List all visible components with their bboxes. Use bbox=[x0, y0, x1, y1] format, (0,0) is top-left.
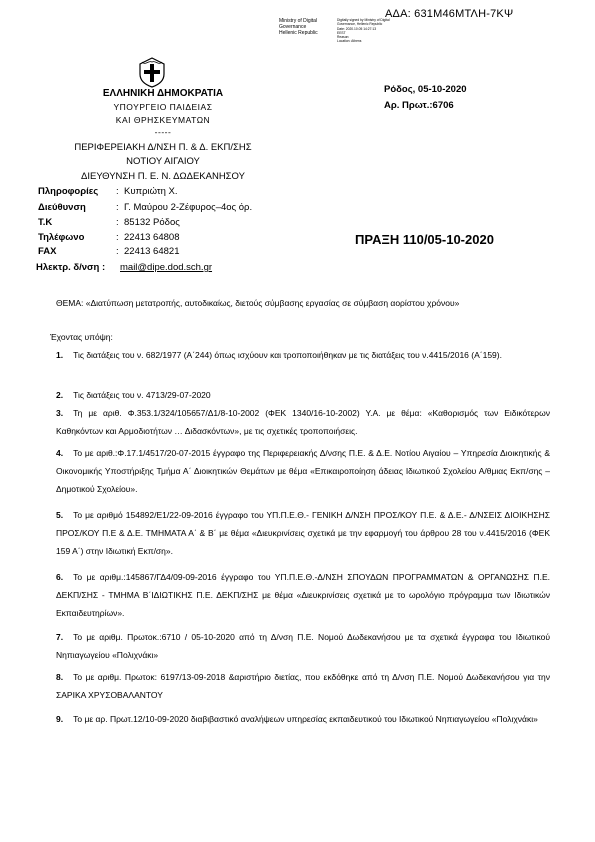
item-number: 1. bbox=[56, 350, 64, 360]
email-label: Ηλεκτρ. δ/νση : bbox=[36, 262, 106, 273]
info-row bbox=[38, 217, 180, 228]
item-number: 9. bbox=[56, 714, 64, 724]
list-item bbox=[56, 628, 550, 664]
signature-line: Ministry of Digital bbox=[279, 18, 318, 24]
signature-detail-line: Location: Athens bbox=[337, 39, 362, 44]
document-date: Ρόδος, 05-10-2020 bbox=[384, 84, 467, 95]
item-number: 2. bbox=[56, 390, 64, 400]
info-colon: : bbox=[116, 202, 119, 213]
item-number: 6. bbox=[56, 572, 64, 582]
list-item bbox=[56, 568, 550, 622]
item-number: 7. bbox=[56, 632, 64, 642]
info-row bbox=[38, 232, 179, 243]
info-label: FAX bbox=[38, 246, 57, 257]
ministry-name: ΥΠΟΥΡΓΕΙΟ ΠΑΙΔΕΙΑΣ bbox=[113, 102, 213, 112]
info-label: Πληροφορίες bbox=[38, 186, 99, 197]
act-number: ΠΡΑΞΗ 110/05-10-2020 bbox=[355, 232, 494, 247]
info-colon: : bbox=[116, 232, 119, 243]
info-label: Τ.Κ bbox=[38, 217, 53, 228]
having-regard-heading: Έχοντας υπόψη: bbox=[50, 332, 113, 342]
info-row bbox=[38, 202, 252, 213]
item-number: 8. bbox=[56, 672, 64, 682]
list-item bbox=[56, 386, 550, 404]
info-colon: : bbox=[116, 246, 119, 257]
state-name: ΕΛΛΗΝΙΚΗ ΔΗΜΟΚΡΑΤΙΑ bbox=[102, 88, 224, 99]
email-row bbox=[36, 262, 212, 273]
list-item bbox=[56, 444, 550, 498]
info-value: 22413 64821 bbox=[124, 246, 180, 257]
info-colon: : bbox=[116, 186, 119, 197]
signature-detail-line: EEST bbox=[337, 30, 346, 35]
item-number: 5. bbox=[56, 510, 64, 520]
info-label: Διεύθυνση bbox=[38, 202, 86, 213]
item-text: Το με αριθμ. Πρωτοκ: 6197/13-09-2018 &αριστήριο διετίας, που εκδόθηκε από τη Δ/νση Π.Ε. Νομού Δωδεκανήσου για την ΣΑΡΙΚΑ ΧΡΥΣΟΒΑΛΑΝΤΟΥ bbox=[56, 672, 550, 700]
item-text: Το με αριθ.:Φ.17.1/4517/20-07-2015 έγγραφο της Περιφερειακής Δ/νσης Π.Ε. & Δ.Ε. Νοτίου Αιγαίου – Υπηρεσία Διοικητικής & Οικονομικής Υποστήριξης Τμήμα Α΄ Διοικητικών Θεμάτων με θέμα «Επικαιροποίηση άδειας Ιδιωτικού Σχολείου Α/θμιας Εκπ/σης – Δημοτικού Σχολείου». bbox=[56, 448, 550, 494]
info-colon: : bbox=[116, 217, 119, 228]
header-divider: ----- bbox=[154, 127, 172, 137]
item-text: Τις διατάξεις του ν. 4713/29-07-2020 bbox=[73, 390, 211, 400]
item-text: Το με αριθμό 154892/Ε1/22-09-2016 έγγραφο του ΥΠ.Π.Ε.Θ.- ΓΕΝΙΚΗ Δ/ΝΣΗ ΠΡΟΣ/ΚΟΥ Π.Ε. & Δ.Ε.- Δ/ΝΣΕΙΣ ΔΙΟΙΚΗΣΗΣ ΠΡΟΣ/ΚΟΥ Π.Ε & Δ.Ε. ΤΜΗΜΑΤΑ Α΄ & Β΄ με θέμα «Διευκρινίσεις σχετικά με την εφαρμογή του άρθρου 28 του ν.4415/2016 (ΦΕΚ 159 Α΄) στην Ιδιωτική Εκπ/ση». bbox=[56, 510, 550, 556]
item-text: Το με αριθμ. Πρωτοκ.:6710 / 05-10-2020 από τη Δ/νση Π.Ε. Νομού Δωδεκανήσου με τα σχετικά έγγραφα του Ιδιωτικού Νηπιαγωγείου «Πολιχνάκι» bbox=[56, 632, 550, 660]
info-value: Κυπριώτη Χ. bbox=[124, 186, 178, 197]
signature-detail-line: Governance, Hellenic Republic bbox=[337, 22, 383, 27]
directorate-name: ΔΙΕΥΘΥΝΣΗ Π. Ε. Ν. ΔΩΔΕΚΑΝΗΣΟΥ bbox=[81, 171, 245, 182]
regional-directorate: ΠΕΡΙΦΕΡΕΙΑΚΗ Δ/ΝΣΗ Π. & Δ. ΕΚΠ/ΣΗΣ bbox=[74, 142, 252, 153]
info-value: 85132 Ρόδος bbox=[124, 217, 180, 228]
item-text: Τις διατάξεις του ν. 682/1977 (Α΄244) όπως ισχύουν και τροποποιήθηκαν με τις διατάξεις του ν.4415/2016 (Α΄159). bbox=[73, 350, 502, 360]
info-label: Τηλέφωνο bbox=[38, 232, 85, 243]
signature-line: Hellenic Republic bbox=[279, 30, 318, 36]
info-value: 22413 64808 bbox=[124, 232, 180, 243]
digital-signature-label bbox=[279, 18, 318, 36]
ada-code: ΑΔΑ: 631Μ46ΜΤΛΗ-7ΚΨ bbox=[385, 8, 514, 20]
item-text: Το με αριθμ.:145867/ΓΔ4/09-09-2016 έγγραφο του ΥΠ.Π.Ε.Θ.-Δ/ΝΣΗ ΣΠΟΥΔΩΝ ΠΡΟΓΡΑΜΜΑΤΩΝ & ΟΡΓΑΝΩΣΗΣ Π.Ε. ΔΕΚΠ/ΣΗΣ - ΤΜΗΜΑ Β΄ΙΔΙΩΤΙΚΗΣ Π.Ε. ΔΕΚΠ/ΣΗΣ με θέμα «Διευκρινίσεις σχετικά με το ωρολόγιο πρόγραμμα των Ιδιωτικών Εκπαιδευτηρίων». bbox=[56, 572, 550, 618]
item-number: 4. bbox=[56, 448, 64, 458]
ministry-name-2: ΚΑΙ ΘΡΗΣΚΕΥΜΑΤΩΝ bbox=[115, 115, 211, 125]
digital-signature-detail bbox=[337, 18, 390, 44]
info-value: Γ. Μαύρου 2-Ζέφυρος–4ος όρ. bbox=[124, 202, 253, 213]
item-text: Το με αρ. Πρωτ.12/10-09-2020 διαβιβαστικό αναλήψεων υπηρεσίας εκπαιδευτικού του Ιδιωτικού Νηπιαγωγείου «Πολιχνάκι» bbox=[73, 714, 538, 724]
greek-emblem-icon bbox=[136, 56, 168, 88]
item-number: 3. bbox=[56, 408, 64, 418]
list-item bbox=[56, 404, 550, 440]
subject-line: ΘΕΜΑ: «Διατύπωση μετατροπής, αυτοδικαίως, διετούς σύμβασης εργασίας σε σύμβαση αορίστου χρόνου» bbox=[56, 298, 460, 308]
signature-detail-line: Reason: bbox=[337, 35, 350, 40]
list-item bbox=[56, 346, 550, 364]
signature-line: Governance bbox=[279, 24, 307, 30]
list-item bbox=[56, 506, 550, 560]
list-item bbox=[56, 668, 550, 704]
list-item bbox=[56, 710, 550, 728]
signature-detail-line: Digitally signed by Ministry of Digital bbox=[337, 18, 390, 22]
email-link[interactable]: mail@dipe.dod.sch.gr bbox=[120, 262, 213, 273]
info-row bbox=[38, 246, 179, 257]
protocol-number: Αρ. Πρωτ.:6706 bbox=[384, 100, 454, 111]
signature-detail-line: Date: 2020.10.05 14:27:13 bbox=[337, 26, 377, 31]
info-row bbox=[38, 186, 178, 197]
region-name: ΝΟΤΙΟΥ ΑΙΓΑΙΟΥ bbox=[126, 156, 200, 167]
item-text: Τη με αριθ. Φ.353.1/324/105657/Δ1/8-10-2002 (ΦΕΚ 1340/16-10-2002) Υ.Α. με θέμα: «Καθορισμός των Ειδικότερων Καθηκόντων και Αρμοδιοτήτων … Διδασκόντων», με τις σχετικές τροποποιήσεις. bbox=[56, 408, 550, 436]
